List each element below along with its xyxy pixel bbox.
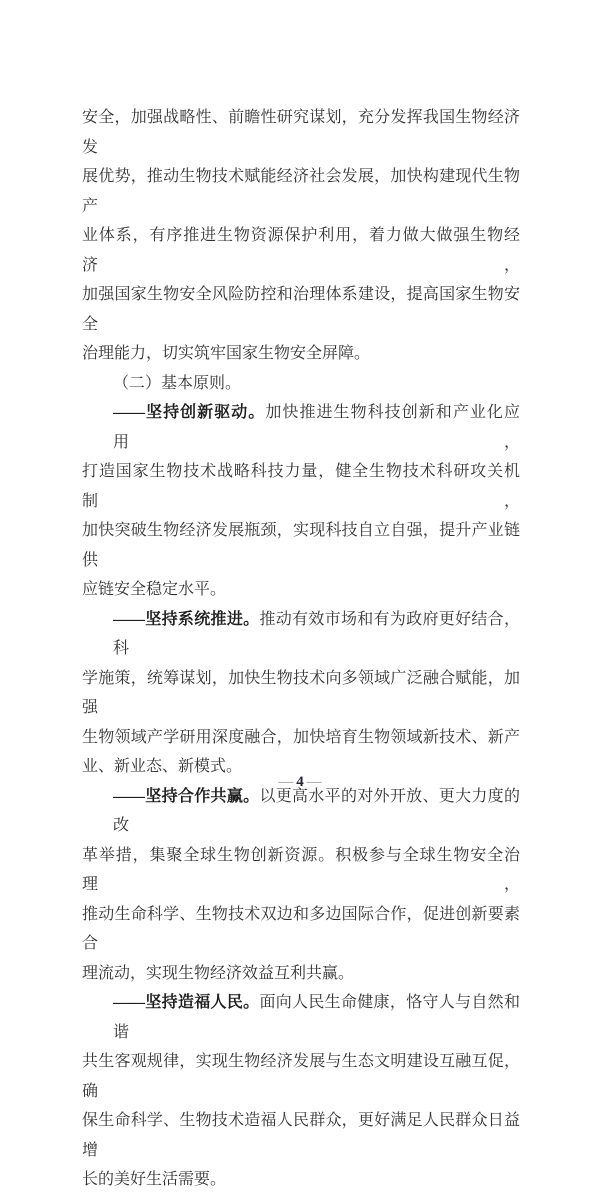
text-line: 革举措，集聚全球生物创新资源。积极参与全球生物安全治理， [82,846,520,893]
text-line: 业、新业态、新模式。 [82,758,243,775]
page-number-value: 4 [296,774,304,790]
line-text: 面向人民生命健康，恪守人与自然和谐 [113,994,520,1041]
text-line: 加快突破生物经济发展瓶颈，实现科技自立自强，提升产业链供 [82,522,520,569]
text-line: 打造国家生物技术战略科技力量，健全生物技术科研攻关机制， [82,463,520,510]
text-line: 治理能力，切实筑牢国家生物安全屏障。 [82,345,371,362]
text-line: 长的美好生活需要。 [82,1171,227,1188]
text-line: 保生命科学、生物技术造福人民群众，更好满足人民群众日益增 [82,1112,520,1159]
line-text: 加快推进生物科技创新和产业化应用， [113,404,520,451]
text-line: 学施策，统筹谋划，加快生物技术向多领域广泛融合赋能，加强 [82,669,520,716]
text-line: （二）基本原则。 [113,374,242,392]
text-line: 推动生命科学、生物技术双边和多边国际合作，促进创新要素合 [82,905,520,952]
bold-lead: ——坚持系统推进。 [113,610,260,628]
line-text: 以更高水平的对外开放、更大力度的改 [113,787,520,834]
text-line [82,988,520,1047]
text-line: 共生客观规律，实现生物经济发展与生态文明建设互融互促，确 [82,1053,520,1100]
text-line: 理流动，实现生物经济效益互利共赢。 [82,964,355,982]
bold-lead: ——坚持合作共赢。 [113,787,260,805]
text-line [82,605,520,664]
page-number [0,772,600,792]
text-line: 应链安全稳定水平。 [82,581,227,598]
text-line: 展优势，推动生物技术赋能经济社会发展，加快构建现代生物产 [82,168,520,215]
page-number-dash-right: — [306,774,322,790]
text-line: 加强国家生物安全风险防控和治理体系建设，提高国家生物安全 [82,286,520,333]
line-text: 推动有效市场和有为政府更好结合，科 [113,610,520,657]
text-line: 业体系，有序推进生物资源保护利用，着力做大做强生物经济， [82,227,520,274]
page-number-dash-left: — [278,774,294,790]
text-line [82,398,520,457]
text-line: 生物领域产学研用深度融合，加快培育生物领域新技术、新产 [82,728,520,746]
bold-lead: ——坚持创新驱动。 [113,404,266,421]
bold-lead: ——坚持造福人民。 [113,994,260,1011]
text-line: 安全，加强战略性、前瞻性研究谋划，充分发挥我国生物经济发 [82,109,520,156]
document-body [82,103,520,1195]
